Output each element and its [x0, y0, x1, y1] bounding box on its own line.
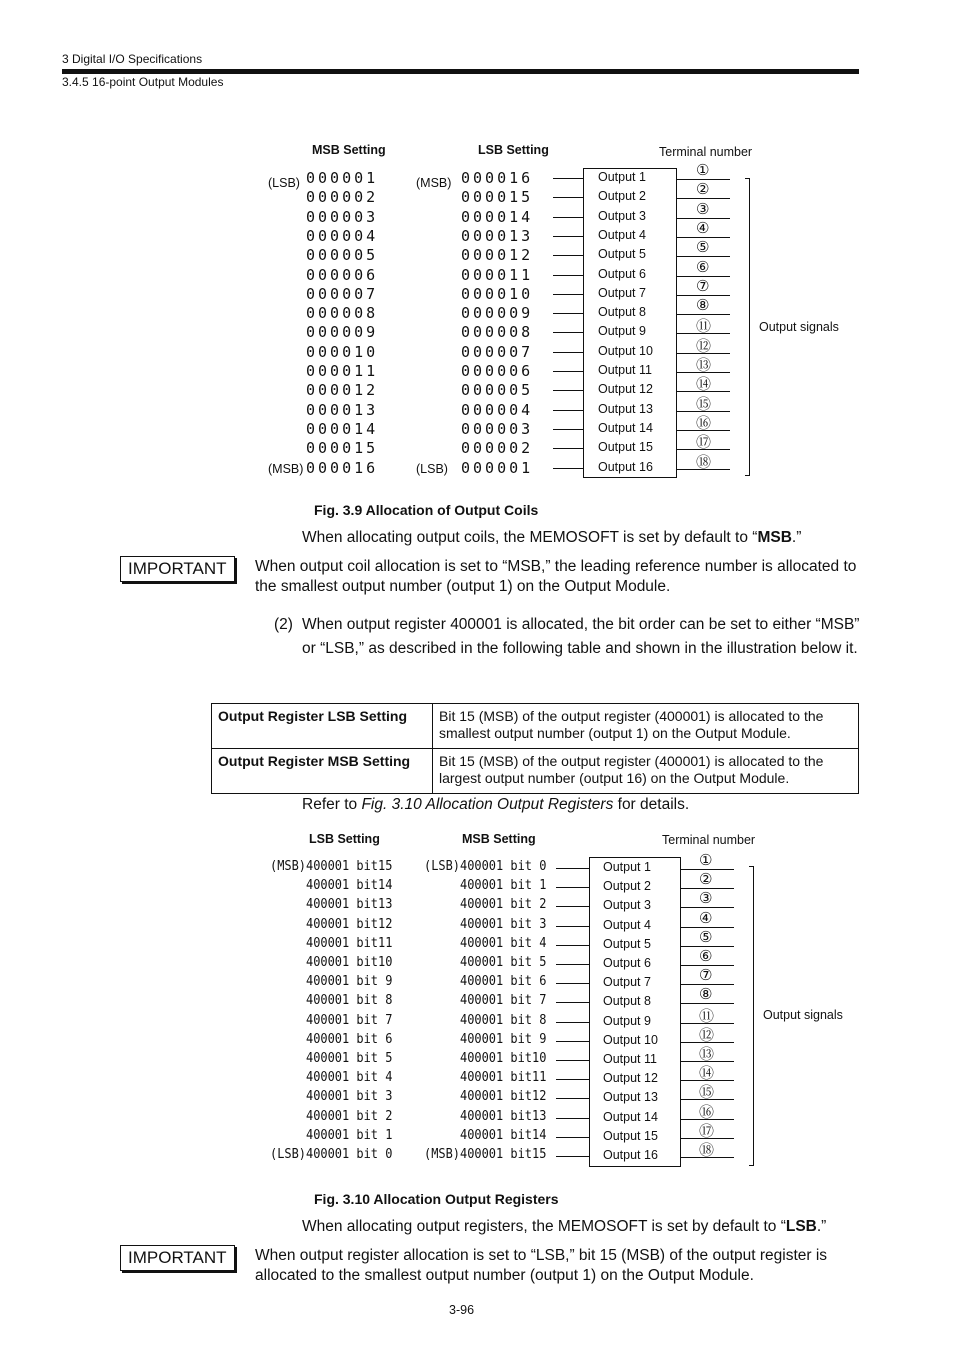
- fig10-col1-value: 400001 bit 8: [306, 993, 393, 1009]
- page-number: 3-96: [449, 1303, 475, 1317]
- important-text-2: When output register allocation is set to “LSB,” bit 15 (MSB) of the output register is allocated to the smallest output number (output 1) on the Output Module.: [255, 1247, 828, 1284]
- fig10-terminal-number: ③: [699, 889, 713, 908]
- fig9-lsb-heading: LSB Setting: [478, 143, 549, 157]
- table-cell-description: Bit 15 (MSB) of the output register (400001) is allocated to the largest output number (output 16) on the Output Module.: [433, 749, 859, 794]
- fig10-terminal-number: ⑤: [699, 927, 713, 946]
- fig10-col1-value: 400001 bit11: [306, 935, 393, 951]
- fig9-output-label: Output 3: [598, 208, 646, 223]
- fig10-col2-value: 400001 bit 8: [460, 1012, 547, 1028]
- table-cell-description: Bit 15 (MSB) of the output register (400001) is allocated to the smallest output number (output 1) on the Output Module.: [433, 704, 859, 749]
- fig10-lead-line: [556, 1118, 589, 1119]
- fig9-output-label: Output 4: [598, 227, 646, 242]
- fig10-terminal-heading: Terminal number: [662, 833, 756, 847]
- fig10-col1-value: 400001 bit12: [306, 916, 393, 932]
- fig9-terminal-number: ⑥: [696, 257, 710, 276]
- fig10-terminal-number: ⑥: [699, 947, 713, 965]
- fig10-output-label: Output 2: [603, 879, 651, 894]
- fig10-col2-value: 400001 bit15: [460, 1147, 547, 1162]
- fig9-col1-value: 000009: [306, 323, 379, 342]
- para-registers-default: When allocating output registers, the MEMOSOFT is set by default to “LSB.”: [302, 1218, 827, 1235]
- fig9-terminal-number: ⑤: [696, 238, 710, 257]
- fig10-caption: Fig. 3.10 Allocation Output Registers: [314, 1191, 559, 1207]
- header-rule: [62, 69, 859, 74]
- fig9-terminal-number: ⑫: [696, 336, 712, 355]
- fig9-output-label: Output 8: [598, 305, 646, 320]
- fig9-mid-bottom-tag: (LSB): [416, 462, 448, 476]
- fig9-col2-value: 000002: [461, 439, 534, 458]
- fig9-mid-top-tag: (MSB): [416, 176, 452, 190]
- fig10-msb-heading: MSB Setting: [462, 832, 536, 846]
- fig10-output-label: Output 3: [603, 898, 651, 913]
- fig10-output-label: Output 8: [603, 994, 651, 1009]
- fig10-terminal-number: ⑪: [699, 1006, 715, 1025]
- fig9-col2-value: 000016: [461, 169, 534, 187]
- fig10-terminal-number: ⑧: [699, 985, 713, 1004]
- refer-paragraph: Refer to Fig. 3.10 Allocation Output Registers for details.: [302, 796, 690, 813]
- fig10-output-label: Output 12: [603, 1071, 658, 1086]
- fig10-terminal-number: ⑱: [699, 1141, 715, 1159]
- fig9-col2-value: 000001: [461, 458, 534, 477]
- fig10-lead-line: [556, 964, 589, 965]
- fig10-output-label: Output 10: [603, 1032, 658, 1047]
- fig9-lead-line: [553, 332, 583, 333]
- fig9-terminal-number: ⑰: [696, 433, 712, 452]
- fig9-col2-value: 000005: [461, 381, 534, 400]
- fig9-terminal-heading: Terminal number: [659, 145, 753, 159]
- fig9-col1-value: 000001: [306, 169, 379, 187]
- table-row: [212, 704, 859, 749]
- item2-number: (2): [274, 616, 293, 633]
- fig9-col2-value: 000006: [461, 362, 534, 380]
- fig10-col2-value: 400001 bit 4: [460, 935, 547, 951]
- fig9-left-top-tag: (LSB): [268, 176, 300, 190]
- fig9-lead-line: [553, 468, 583, 469]
- fig9-col2-value: 000014: [461, 207, 534, 226]
- fig9-terminal-number: ①: [696, 161, 710, 179]
- fig9-output-label: Output 12: [598, 382, 653, 397]
- fig10-lead-line: [556, 887, 589, 888]
- fig10-col1-value: 400001 bit 3: [306, 1089, 393, 1105]
- fig9-terminal-number: ⑯: [696, 413, 712, 432]
- fig9-output-label: Output 9: [598, 324, 646, 339]
- fig9-terminal-number: ③: [696, 199, 710, 218]
- fig9-col1-value: 000012: [306, 381, 379, 400]
- fig9-terminal-number: ⑱: [696, 452, 712, 471]
- fig10-col2-value: 400001 bit 5: [460, 955, 547, 970]
- table-cell-setting: Output Register LSB Setting: [212, 704, 433, 749]
- fig10-lead-line: [556, 906, 589, 907]
- fig9-col2-value: 000013: [461, 226, 534, 245]
- fig9-col1-value: 000004: [306, 226, 379, 245]
- fig9-col1-value: 000007: [306, 284, 379, 303]
- fig10-output-label: Output 14: [603, 1109, 658, 1124]
- fig10-col1-value: 400001 bit 2: [306, 1108, 393, 1124]
- fig10-lead-line: [556, 1022, 589, 1023]
- fig9-lead-line: [553, 448, 583, 449]
- fig9-col1-value: 000005: [306, 246, 379, 265]
- fig10-terminal-number: ⑯: [699, 1102, 715, 1121]
- fig9-col1-value: 000011: [306, 362, 379, 380]
- para-coils-default: When allocating output coils, the MEMOSOFT is set by default to “MSB.”: [302, 529, 802, 546]
- fig9-lead-line: [553, 371, 583, 372]
- fig10-left-bottom-tag: (LSB): [270, 1147, 307, 1162]
- fig9-col1-value: 000014: [306, 419, 379, 438]
- fig10-lead-line: [556, 1156, 589, 1157]
- fig10-col1-value: 400001 bit14: [306, 878, 393, 894]
- header-section: 3 Digital I/O Specifications: [62, 52, 203, 66]
- fig9-brace: [745, 178, 750, 476]
- fig9-col2-value: 000008: [461, 323, 534, 342]
- fig9-lead-line: [553, 313, 583, 314]
- fig10-output-label: Output 7: [603, 975, 651, 990]
- fig9-lead-line: [553, 217, 583, 218]
- fig9-output-label: Output 7: [598, 285, 646, 300]
- header-subsection: 3.4.5 16-point Output Modules: [62, 75, 224, 89]
- fig10-terminal-number: ⑬: [699, 1045, 715, 1063]
- fig9-lead-line: [553, 429, 583, 430]
- fig10-lead-line: [556, 926, 589, 927]
- table-cell-setting: Output Register MSB Setting: [212, 749, 433, 794]
- fig10-lead-line: [556, 983, 589, 984]
- fig9-col1-value: 000013: [306, 400, 379, 419]
- fig10-col2-value: 400001 bit 6: [460, 974, 547, 990]
- important-badge-1: IMPORTANT: [120, 556, 235, 582]
- fig10-col1-value: 400001 bit10: [306, 955, 393, 970]
- fig9-lead-line: [553, 352, 583, 353]
- fig9-col2-value: 000012: [461, 246, 534, 265]
- fig9-lead-line: [553, 294, 583, 295]
- fig10-mid-bottom-tag: (MSB): [424, 1147, 461, 1162]
- fig9-output-label: Output 1: [598, 170, 646, 184]
- fig9-col1-value: 000006: [306, 265, 379, 284]
- fig10-lead-line: [556, 1079, 589, 1080]
- fig10-output-label: Output 15: [603, 1128, 658, 1143]
- fig10-col1-value: 400001 bit 4: [306, 1070, 393, 1086]
- fig9-col1-value: 000008: [306, 304, 379, 323]
- fig10-brace: [749, 866, 754, 1166]
- fig9-terminal-number: ②: [696, 180, 710, 199]
- fig10-col2-value: 400001 bit 3: [460, 916, 547, 932]
- fig10-col2-value: 400001 bit10: [460, 1051, 547, 1066]
- fig9-terminal-number: ⑭: [696, 375, 712, 394]
- fig9-output-label: Output 13: [598, 401, 653, 416]
- fig9-col2-value: 000009: [461, 304, 534, 323]
- fig9-output-label: Output 2: [598, 189, 646, 204]
- fig10-output-label: Output 11: [603, 1052, 657, 1066]
- fig9-terminal-number: ⑧: [696, 296, 710, 315]
- fig10-col2-value: 400001 bit 9: [460, 1031, 547, 1047]
- fig9-output-label: Output 10: [598, 343, 653, 358]
- fig9-lead-line: [553, 410, 583, 411]
- fig9-terminal-number: ⑦: [696, 276, 710, 295]
- fig10-col2-value: 400001 bit14: [460, 1127, 547, 1143]
- fig10-col1-value: 400001 bit 5: [306, 1051, 393, 1066]
- fig10-lead-line: [556, 1137, 589, 1138]
- fig9-col1-value: 000010: [306, 342, 379, 361]
- item2-text: When output register 400001 is allocated, the bit order can be set to either “MSB” or “LSB,” as described in the following table and shown in the illustration below it.: [302, 616, 860, 657]
- fig10-output-label: Output 5: [603, 936, 651, 951]
- fig9-terminal-number: ④: [696, 218, 710, 237]
- fig10-col1-value: 400001 bit13: [306, 897, 393, 913]
- fig10-col2-value: 400001 bit 1: [460, 878, 547, 894]
- fig9-col1-value: 000003: [306, 207, 379, 226]
- fig10-left-top-tag: (MSB): [270, 859, 307, 874]
- fig9-left-bottom-tag: (MSB): [268, 462, 304, 476]
- fig9-output-label: Output 15: [598, 440, 653, 455]
- fig9-lead-line: [553, 236, 583, 237]
- fig9-col2-value: 000010: [461, 284, 534, 303]
- fig10-output-label: Output 1: [603, 860, 651, 874]
- fig10-output-label: Output 4: [603, 917, 651, 932]
- fig10-lsb-heading: LSB Setting: [309, 832, 380, 846]
- fig9-msb-heading: MSB Setting: [312, 143, 386, 157]
- fig10-col1-value: 400001 bit 9: [306, 974, 393, 990]
- fig10-col1-value: 400001 bit 7: [306, 1012, 393, 1028]
- fig9-caption: Fig. 3.9 Allocation of Output Coils: [314, 502, 539, 518]
- fig10-output-label: Output 6: [603, 956, 651, 970]
- fig10-terminal-number: ②: [699, 870, 713, 889]
- fig9-col1-value: 000015: [306, 439, 379, 458]
- fig10-lead-line: [556, 1060, 589, 1061]
- fig9-col1-value: 000002: [306, 188, 379, 207]
- fig10-signals-label: Output signals: [763, 1008, 843, 1022]
- fig9-col2-value: 000007: [461, 342, 534, 361]
- fig10-lead-line: [556, 1098, 589, 1099]
- fig9-lead-line: [553, 178, 583, 179]
- fig9-terminal-number: ⑬: [696, 356, 712, 374]
- fig9-terminal-number: ⑪: [696, 317, 712, 336]
- fig10-col1-value: 400001 bit15: [306, 859, 393, 874]
- fig10-terminal-number: ⑰: [699, 1121, 715, 1140]
- fig9-lead-line: [553, 390, 583, 391]
- fig10-col2-value: 400001 bit11: [460, 1070, 547, 1086]
- fig9-col1-value: 000016: [306, 458, 379, 477]
- fig10-terminal-number: ⑭: [699, 1064, 715, 1083]
- fig10-col1-value: 400001 bit 6: [306, 1031, 393, 1047]
- fig10-col2-value: 400001 bit 0: [460, 859, 547, 874]
- fig10-col2-value: 400001 bit13: [460, 1108, 547, 1124]
- fig10-terminal-number: ④: [699, 908, 713, 927]
- fig10-col1-value: 400001 bit 1: [306, 1127, 393, 1143]
- fig10-output-label: Output 13: [603, 1090, 658, 1105]
- fig10-col2-value: 400001 bit 7: [460, 993, 547, 1009]
- fig9-signals-label: Output signals: [759, 320, 839, 334]
- fig10-col2-value: 400001 bit12: [460, 1089, 547, 1105]
- fig10-lead-line: [556, 1041, 589, 1042]
- fig10-terminal-number: ⑮: [699, 1083, 715, 1102]
- fig9-col2-value: 000003: [461, 419, 534, 438]
- important-text-1: When output coil allocation is set to “MSB,” the leading reference number is allocated to the smallest output number (output 1) on the Output Module.: [255, 558, 857, 595]
- fig9-output-label: Output 14: [598, 420, 653, 435]
- important-badge-2: IMPORTANT: [120, 1245, 235, 1271]
- fig9-output-label: Output 5: [598, 247, 646, 262]
- fig10-output-label: Output 16: [603, 1148, 658, 1162]
- fig10-terminal-number: ⑦: [699, 966, 713, 985]
- fig9-lead-line: [553, 255, 583, 256]
- register-setting-table: [211, 703, 859, 794]
- fig9-col2-value: 000011: [461, 265, 534, 284]
- fig9-col2-value: 000004: [461, 400, 534, 419]
- table-row: [212, 749, 859, 794]
- fig10-terminal-number: ①: [699, 851, 713, 869]
- fig9-col2-value: 000015: [461, 188, 534, 207]
- fig10-mid-top-tag: (LSB): [424, 859, 461, 874]
- fig9-lead-line: [553, 275, 583, 276]
- fig10-terminal-number: ⑫: [699, 1025, 715, 1044]
- fig10-lead-line: [556, 868, 589, 869]
- fig10-lead-line: [556, 945, 589, 946]
- fig10-output-label: Output 9: [603, 1013, 651, 1028]
- fig9-lead-line: [553, 197, 583, 198]
- fig10-col2-value: 400001 bit 2: [460, 897, 547, 913]
- fig10-lead-line: [556, 1002, 589, 1003]
- fig9-output-label: Output 11: [598, 363, 652, 377]
- fig9-terminal-number: ⑮: [696, 394, 712, 413]
- fig10-col1-value: 400001 bit 0: [306, 1147, 393, 1162]
- fig9-output-label: Output 16: [598, 459, 653, 474]
- fig9-output-label: Output 6: [598, 266, 646, 281]
